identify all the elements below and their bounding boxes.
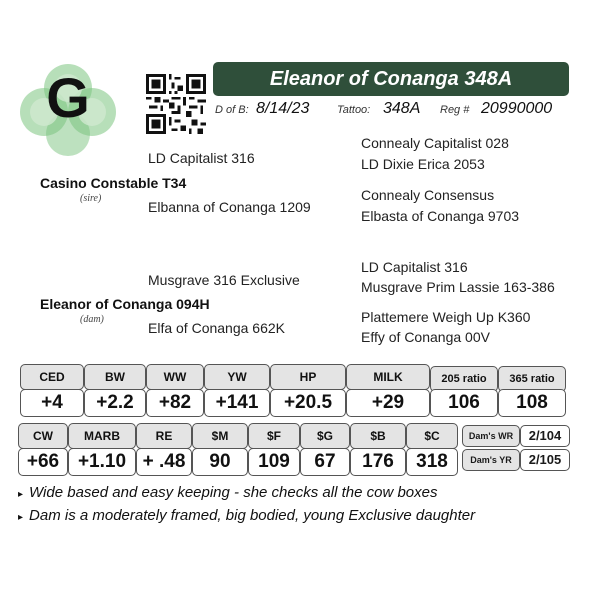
- tattoo-value: 348A: [383, 100, 421, 117]
- epd-header-yw: YW: [204, 364, 270, 390]
- dob-value: 8/14/23: [256, 100, 310, 117]
- epd-value-cw: +66: [18, 448, 68, 476]
- dam-role: (dam): [80, 314, 104, 325]
- epd-value-marb: +1.10: [68, 448, 136, 476]
- note-1-text: Wide based and easy keeping - she checks all the cow boxes: [29, 484, 438, 501]
- logo-letter: G: [46, 66, 90, 129]
- dam-sire: Musgrave 316 Exclusive: [148, 272, 300, 288]
- epd-value-ced: +4: [20, 389, 84, 417]
- animal-name-banner: Eleanor of Conanga 348A: [213, 62, 569, 96]
- epd-value-365-ratio: 108: [498, 389, 566, 417]
- note-2: [18, 507, 475, 524]
- note-1: [18, 484, 437, 501]
- reg-value: 20990000: [481, 100, 553, 117]
- dams-yr-label: Dam's YR: [462, 449, 520, 471]
- sire-dam: Elbanna of Conanga 1209: [148, 199, 311, 215]
- epd-value-205-ratio: 106: [430, 389, 498, 417]
- sire-sire: LD Capitalist 316: [148, 150, 255, 166]
- epd-value-ww: +82: [146, 389, 204, 417]
- epd-header-bw: BW: [84, 364, 146, 390]
- epd-value-bw: +2.2: [84, 389, 146, 417]
- epd-header-marb: MARB: [68, 423, 136, 449]
- epd-value-g-dollar: 67: [300, 448, 350, 476]
- sire-role: (sire): [80, 193, 102, 204]
- dam-name: Eleanor of Conanga 094H: [40, 296, 210, 312]
- dams-wr-value: 2/104: [520, 425, 570, 447]
- epd-value-re: + .48: [136, 448, 192, 476]
- epd-header-cw: CW: [18, 423, 68, 449]
- epd-value-b-dollar: 176: [350, 448, 406, 476]
- epd-header-b-dollar: $B: [350, 423, 406, 449]
- epd-value-milk: +29: [346, 389, 430, 417]
- sire-sire-sire: Connealy Capitalist 028: [361, 135, 509, 151]
- note-2-text: Dam is a moderately framed, big bodied, young Exclusive daughter: [29, 507, 476, 524]
- epd-header-m-dollar: $M: [192, 423, 248, 449]
- epd-header-ww: WW: [146, 364, 204, 390]
- epd-header-ced: CED: [20, 364, 84, 390]
- epd-value-hp: +20.5: [270, 389, 346, 417]
- dob-label: D of B:: [215, 104, 249, 116]
- epd-value-yw: +141: [204, 389, 270, 417]
- sire-sire-dam: LD Dixie Erica 2053: [361, 156, 485, 172]
- sire-dam-sire: Connealy Consensus: [361, 187, 495, 203]
- tattoo-label: Tattoo:: [337, 104, 371, 116]
- epd-header-c-dollar: $C: [406, 423, 458, 449]
- dam-sire-dam: Musgrave Prim Lassie 163-386: [361, 279, 555, 295]
- sire-dam-dam: Elbasta of Conanga 9703: [361, 208, 520, 224]
- dams-wr-label: Dam's WR: [462, 425, 520, 447]
- epd-value-c-dollar: 318: [406, 448, 458, 476]
- epd-header-re: RE: [136, 423, 192, 449]
- epd-value-m-dollar: 90: [192, 448, 248, 476]
- epd-header-365-ratio: 365 ratio: [498, 366, 566, 392]
- epd-value-f-dollar: 109: [248, 448, 300, 476]
- bullet-icon: ▸: [18, 489, 24, 500]
- dam-dam: Elfa of Conanga 662K: [148, 320, 285, 336]
- dam-sire-sire: LD Capitalist 316: [361, 259, 468, 275]
- epd-header-g-dollar: $G: [300, 423, 350, 449]
- epd-header-205-ratio: 205 ratio: [430, 366, 498, 392]
- reg-label: Reg #: [440, 104, 470, 116]
- dams-yr-value: 2/105: [520, 449, 570, 471]
- dam-dam-dam: Effy of Conanga 00V: [361, 329, 490, 345]
- dam-dam-sire: Plattemere Weigh Up K360: [361, 309, 531, 325]
- sire-name: Casino Constable T34: [40, 175, 187, 191]
- epd-header-milk: MILK: [346, 364, 430, 390]
- epd-header-hp: HP: [270, 364, 346, 390]
- qr-code-icon[interactable]: [146, 74, 206, 134]
- bullet-icon: ▸: [18, 512, 24, 523]
- epd-header-f-dollar: $F: [248, 423, 300, 449]
